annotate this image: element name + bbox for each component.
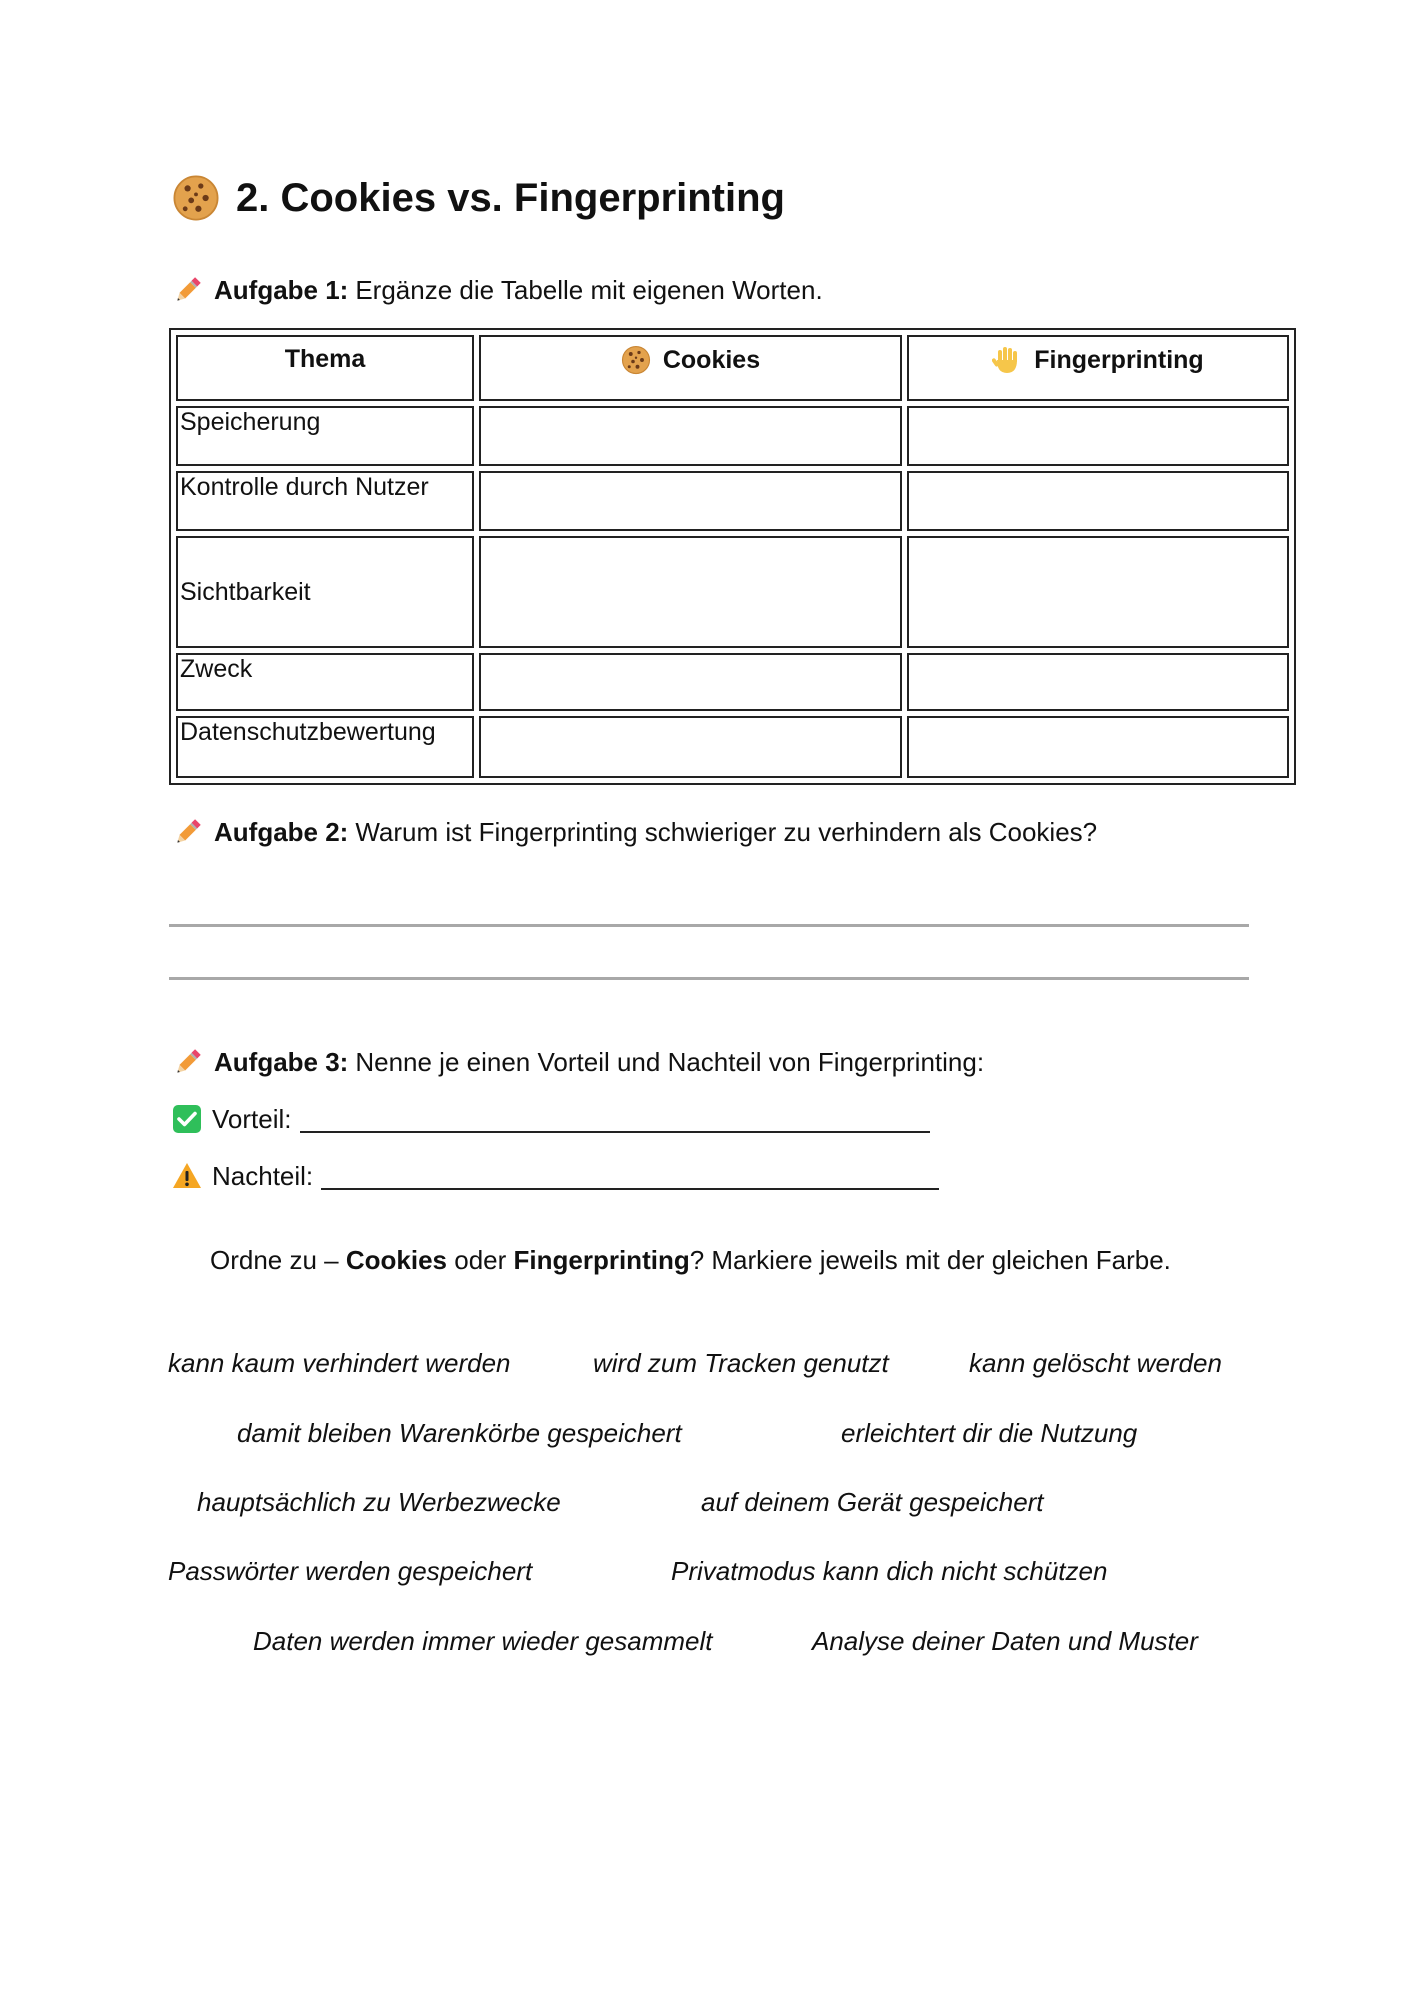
pencil-icon xyxy=(172,1046,204,1078)
table-row xyxy=(176,471,1289,531)
fingerprinting-cell[interactable] xyxy=(907,536,1289,648)
table-header-row xyxy=(176,335,1289,401)
page-title-text: 2. Cookies vs. Fingerprinting xyxy=(236,175,785,220)
disadvantage-blank[interactable] xyxy=(321,1162,939,1190)
row-label: Speicherung xyxy=(176,406,474,466)
answer-line[interactable] xyxy=(169,977,1249,980)
row-label: Zweck xyxy=(176,653,474,711)
warning-icon xyxy=(172,1161,202,1191)
advantage-blank[interactable] xyxy=(300,1105,930,1133)
page-title xyxy=(172,170,785,226)
row-label: Sichtbarkeit xyxy=(176,536,474,648)
fingerprinting-cell[interactable] xyxy=(907,716,1289,778)
row-label: Kontrolle durch Nutzer xyxy=(176,471,474,531)
phrase-item[interactable]: hauptsächlich zu Werbezwecke xyxy=(197,1487,561,1517)
phrase-item[interactable]: wird zum Tracken genutzt xyxy=(593,1348,889,1378)
task-2 xyxy=(172,814,1097,850)
pencil-icon xyxy=(172,816,204,848)
phrase-item[interactable]: Analyse deiner Daten und Muster xyxy=(812,1626,1198,1656)
cookie-icon xyxy=(621,345,651,375)
check-mark-icon xyxy=(172,1104,202,1134)
phrase-item[interactable]: erleichtert dir die Nutzung xyxy=(841,1418,1138,1448)
row-label: Datenschutzbewertung xyxy=(176,716,474,778)
disadvantage-row xyxy=(172,1158,939,1194)
task-3 xyxy=(172,1044,984,1080)
answer-line[interactable] xyxy=(169,924,1249,927)
header-thema: Thema xyxy=(176,335,474,401)
matching-instruction: Ordne zu – Cookies oder Fingerprinting? Markiere jeweils mit der gleichen Farbe. xyxy=(210,1245,1171,1275)
cookies-cell[interactable] xyxy=(479,716,902,778)
cookie-icon xyxy=(172,174,220,222)
table-row xyxy=(176,406,1289,466)
disadvantage-label: Nachteil: xyxy=(212,1160,314,1191)
advantage-label: Vorteil: xyxy=(212,1103,292,1134)
phrase-item[interactable]: damit bleiben Warenkörbe gespeichert xyxy=(237,1418,682,1448)
table-row xyxy=(176,716,1289,778)
task-3-text: Nenne je einen Vorteil und Nachteil von Fingerprinting: xyxy=(355,1046,985,1077)
pencil-icon xyxy=(172,274,204,306)
header-fingerprinting: Fingerprinting xyxy=(907,335,1289,401)
cookies-cell[interactable] xyxy=(479,406,902,466)
phrase-item[interactable]: kann kaum verhindert werden xyxy=(168,1348,511,1378)
cookies-cell[interactable] xyxy=(479,471,902,531)
cookies-cell[interactable] xyxy=(479,536,902,648)
task-3-label: Aufgabe 3: xyxy=(214,1046,349,1077)
phrase-item[interactable]: Daten werden immer wieder gesammelt xyxy=(253,1626,713,1656)
advantage-row xyxy=(172,1101,930,1137)
task-2-text: Warum ist Fingerprinting schwieriger zu verhindern als Cookies? xyxy=(355,816,1098,847)
fingerprinting-cell[interactable] xyxy=(907,653,1289,711)
fingerprinting-cell[interactable] xyxy=(907,471,1289,531)
phrase-item[interactable]: kann gelöscht werden xyxy=(969,1348,1222,1378)
cookies-cell[interactable] xyxy=(479,653,902,711)
fingerprinting-cell[interactable] xyxy=(907,406,1289,466)
task-2-label: Aufgabe 2: xyxy=(214,816,349,847)
task-1-text: Ergänze die Tabelle mit eigenen Worten. xyxy=(355,274,823,305)
phrase-item[interactable]: Privatmodus kann dich nicht schützen xyxy=(671,1556,1108,1586)
phrase-item[interactable]: Passwörter werden gespeichert xyxy=(168,1556,533,1586)
raised-hand-icon xyxy=(992,345,1022,375)
task-1-label: Aufgabe 1: xyxy=(214,274,349,305)
phrase-item[interactable]: auf deinem Gerät gespeichert xyxy=(701,1487,1044,1517)
comparison-table xyxy=(169,328,1296,785)
task-1 xyxy=(172,272,823,308)
table-row xyxy=(176,536,1289,648)
table-row xyxy=(176,653,1289,711)
header-cookies: Cookies xyxy=(479,335,902,401)
